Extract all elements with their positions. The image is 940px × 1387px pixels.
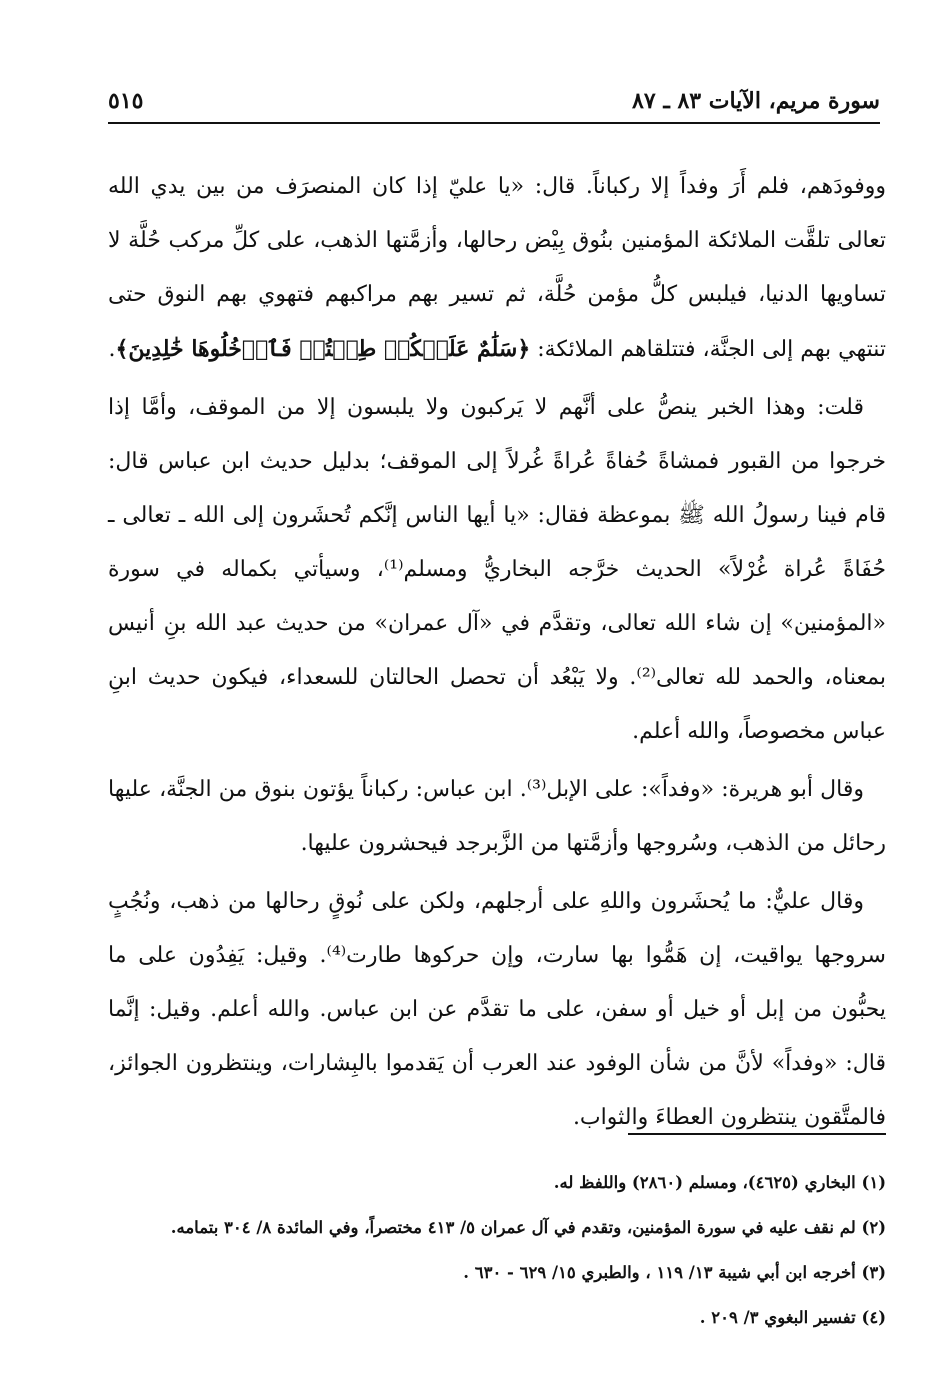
footnote-rule: [628, 1133, 886, 1135]
running-header: [108, 84, 880, 124]
main-text: [108, 160, 886, 1145]
paragraph-2: قلت: وهذا الخبر ينصُّ على أنَّهم لا يَركبون ولا يلبسون إلا من الموقف، وأمَّا إذا خرجوا من القبور فمشاةً حُفاةً عُراةً غُرلاً إلى الموقف؛ بدليل حديث ابن عباس قال: قام فينا رسولُ الله ﷺ بموعظة فقال: «يا أيها الناس إنَّكم تُحشَرون إلى الله ـ تعالى ـ حُفَاةً عُراة غُرْلاً» الحديث خرَّجه البخاريُّ ومسلم⁽¹⁾، وسيأتي بكماله في سورة «المؤمنين» إن شاء الله تعالى، وتقدَّم في «آل عمران» من حديث عبد الله بنِ أنيس بمعناه، والحمد لله تعالى⁽²⁾. ولا يَبْعُد أن تحصل الحالتان للسعداء، فيكون حديث ابنِ عباس مخصوصاً، والله أعلم.: [108, 395, 886, 744]
footnote-4: (٤) تفسير البغوي ٣/ ٢٠٩ .: [699, 1308, 886, 1327]
footnote-2: (٢) لم نقف عليه في سورة المؤمنين، وتقدم في آل عمران ٥/ ٤١٣ مختصراً، وفي المائدة ٨/ ٣٠٤ بتمامه.: [170, 1218, 886, 1237]
paragraph-1: [108, 160, 886, 377]
paragraph-3: وقال أبو هريرة: «وفداً»: على الإبل⁽³⁾. ابن عباس: ركباناً يؤتون بنوق من الجنَّة، عليها رحائل من الذهب، وسُروجها وأزمَّتها من الزَّبرجد فيحشرون عليها.: [108, 777, 886, 856]
footnote-1: (١) البخاري (٤٦٢٥)، ومسلم (٢٨٦٠) واللفظ له.: [553, 1173, 886, 1192]
footnote-3: (٣) أخرجه ابن أبي شيبة ١٣/ ١١٩ ، والطبري ١٥/ ٦٢٩ - ٦٣٠ .: [463, 1263, 886, 1282]
surah-title: سورة مريم، الآيات ٨٣ ـ ٨٧: [632, 88, 880, 114]
paragraph-1-text: ووفودَهم، فلم أَرَ وفداً إلا ركباناً. قال: «يا عليّ إذا كان المنصرَف من بين يدي الله تعالى تلقَّت الملائكة المؤمنين بنُوق بِيْض رحالها، وأزمَّتها الذهب، على كلِّ مركب حُلَّة لا تساويها الدنيا، فيلبس كلُّ مؤمن حُلَّة، ثم تسير بهم مراكبهم فتهوي بهم النوق حتى تنتهي بهم إلى الجنَّة، فتتلقاهم الملائكة:: [108, 174, 886, 362]
quran-verse: ﴿سَلَٰمٌ عَلَيۡكُمۡ طِبۡتُمۡ فَٱدۡخُلُوهَا خَٰلِدِينَ﴾: [115, 336, 531, 362]
page-number: ٥١٥: [108, 88, 144, 114]
paragraph-1-end: .: [108, 337, 116, 362]
footnotes: [108, 1160, 886, 1340]
paragraph-4: وقال عليٌّ: ما يُحشَرون واللهِ على أرجلهم، ولكن على نُوقٍ رحالها من ذهب، ونُجُبٍ سروجها يواقيت، إن هَمُّوا بها سارت، وإن حركوها طارت⁽⁴⁾. وقيل: يَفِدُون على ما يحبُّون من إبل أو خيل أو سفن، على ما تقدَّم عن ابن عباس. والله أعلم. وقيل: إنَّما قال: «وفداً» لأنَّ من شأن الوفود عند العرب أن يَقدموا بالبِشارات، وينتظرون الجوائز، فالمتَّقون ينتظرون العطاءَ والثواب.: [108, 889, 886, 1130]
header-rule: [108, 122, 880, 124]
